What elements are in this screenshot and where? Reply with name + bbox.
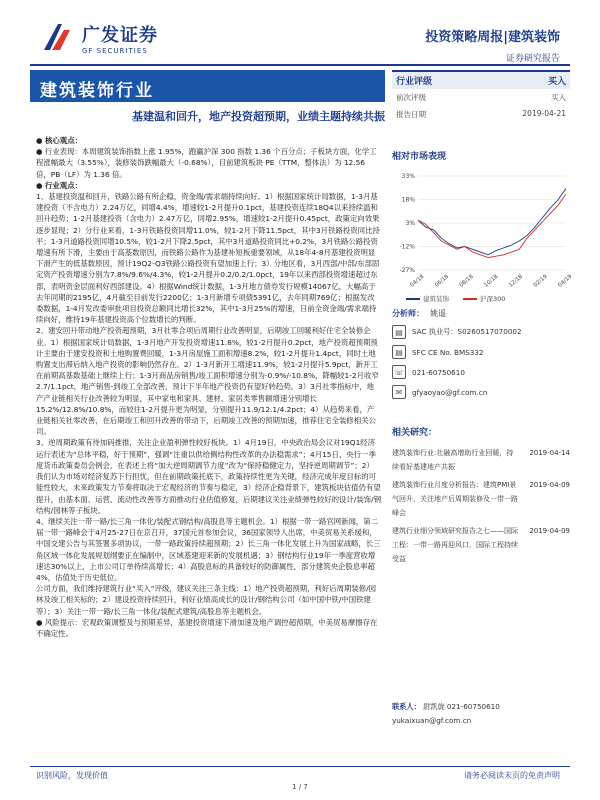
page-number: 1 / 7 <box>292 783 308 791</box>
email-row <box>392 385 570 399</box>
related-research <box>392 425 570 570</box>
relative-performance-chart <box>392 170 574 290</box>
x-tick-label: 02/19 <box>532 273 549 289</box>
legend-label-a: 建筑装饰 <box>423 295 449 303</box>
analyst-block <box>392 308 570 405</box>
body-paragraph: 公司方面，我们维持建筑行业“买入”评级，建议关注三条主线：1）地产投资超预期，利好后周期装修/园林及竣工相关标的；2）建设投资持续回升，利好业绩高成长的设计/钢结构公司（如中国中铁/中国铁建等）；3）关注一带一路/长三角一体化/装配式建筑/高股息等主题机会。 <box>36 584 377 616</box>
id-card-icon: ▤ <box>392 325 406 339</box>
chart-legend <box>406 294 570 303</box>
x-tick-label: 08/18 <box>458 273 475 289</box>
x-tick-label: 04/18 <box>409 273 426 289</box>
legend-item-b <box>463 294 505 303</box>
footer-slogan: 识别风险，发现价值 <box>36 771 108 780</box>
analyst-sac: SAC 执业号：S0260517070002 <box>412 327 522 336</box>
related-item-title[interactable]: 建筑装饰行业:社融高增助行业回暖，持续看好基建地产共振 <box>392 449 514 471</box>
legend-label-b: 沪深300 <box>480 295 506 303</box>
analyst-section-title: 分析师： <box>392 309 424 318</box>
footer-disclaimer: 请务必阅读末页的免责声明 <box>464 771 560 780</box>
logo-text-cn: 广发证券 <box>82 25 158 46</box>
page-title: 建筑装饰行业 <box>30 70 385 102</box>
logo-text-en: GF SECURITIES <box>82 47 148 55</box>
x-tick-label: 12/18 <box>508 273 525 289</box>
body-paragraph: 1、基建投资温和回升，铁路公路有所企稳，资金端/需求端持续向好。1）根据国家统计局数据，1-3月基建投资（不含电力）2.24万亿，同增4.4%，增速较1-2月提升0.1pct，基建投资连续18Q4以来持续温和回升趋势；1-2月基建投资（含电力）2.47万亿，同增2.95%，增速较1-2月提升0.45pct，政策定向效果逐步显现；2）分行业来看，1-3月铁路投资同增11.0%，较1-2月下降11.5pct，其中3月铁路投资同比持平；1-3月道路投资同增10.5%，较1-2月下降2.5pct，其中3月道路投资同比+0.2%，3月铁路公路投资增速有所下滑，主要由于高基数原因，而铁路公路作为基建补短板重要领域，从18年4-8月基建投资明显下滑产生的低基数原因，预计19Q2-Q3铁路公路投资有望加速上行；3）分地区看，3月西部/中部/东部固定资产投资增速分别为7.8%/9.6%/4.3%，较1-2月提升0.2/0.2/1.0pct，19年以来西部投资增速超过东部，表明资金层面利好西部建设。4）根据Wind统计数据，1-3月地方债券发行规模14067亿，大幅高于去年同期的2195亿，4月截至目前发行2200亿；1-3月新增专项债5391亿，去年同期769亿；根据发改委数据，1-4月发改委审批项目投资总额同比增长32%，其中1-3月25%的增速，日前全资金端/需求端持续向好，维持19年基建投资高个位数增长的判断。 <box>36 192 380 325</box>
legend-item-a <box>406 294 449 303</box>
body-paragraph: 4、继续关注一带一路/长三角一体化/装配式钢结构/高股息等主题机会。1）根据一带一路官网新闻，第二届一带一路峰会于4月25-27日在京召开，37国元首参加会议，36国家领导人出席，中美贸易关系缓和，中国交建公告与其签署多项协议，一带一路政策持续超预期；2）长三角一体化发展上升为国家战略，长三角区域一体化发展规划纲要正在编制中，区域基建迎来新的发展机遇；3）钢结构行业19年一季度营收增速达30%以上，上市公司订单持续高增长；4）高股息标的具备较好的防御属性，部分建筑央企股息率超4%，估值处于历史低位。 <box>36 516 381 582</box>
report-date-row <box>392 106 570 123</box>
related-item[interactable] <box>392 446 570 474</box>
body-paragraph: ● 行业表现：本周建筑装饰指数上涨 1.95%，跑赢沪深 300 指数 1.36 个百分点；子板块方面，化学工程涨幅最大（3.55%），装修装饰跌幅最大（-0.68%），目前建筑板块 PE（TTM，整体法）为 12.56 倍，PB（LF）为 1.36 倍。 <box>36 147 377 179</box>
report-subtype: 证券研究报告 <box>505 54 560 64</box>
report-header <box>0 0 600 72</box>
report-date-value: 2019-04-21 <box>522 109 566 118</box>
related-item-date: 2019-04-14 <box>529 449 570 457</box>
report-body <box>36 135 381 639</box>
related-item-title[interactable]: 建筑装饰行业月度分析报告：建筑PMI景气回升，关注地产后周期装修及一带一路峰会 <box>392 481 518 517</box>
chart-svg <box>392 170 574 290</box>
body-paragraph: ● 行业观点： <box>36 180 82 190</box>
rating-header <box>392 70 570 89</box>
sfc-row <box>392 345 570 359</box>
y-tick-label: 3% <box>405 220 415 227</box>
analyst-name-row <box>392 308 570 319</box>
id-card-icon: ▤ <box>392 345 406 359</box>
prev-rating-label: 前次评级 <box>396 93 426 102</box>
body-paragraph: ● 风险提示：宏观政策调整及与预期差异，基建投资增速下滑加速及地产调控超预期，中美贸易摩擦存在不确定性。 <box>36 617 378 638</box>
x-tick-label: 04/19 <box>557 273 574 289</box>
y-tick-label: 33% <box>401 173 415 180</box>
phone-row <box>392 365 570 379</box>
contact-label: 联系人： <box>392 702 421 711</box>
related-item-date: 2019-04-09 <box>529 481 570 489</box>
sac-row <box>392 325 570 339</box>
footer-divider <box>30 766 570 767</box>
analyst-name: 姚遥 <box>430 309 446 318</box>
contact-row <box>392 700 570 714</box>
related-section-title: 相关研究： <box>392 428 438 438</box>
market-section-title: 相对市场表现 <box>392 152 447 162</box>
body-paragraph: ● 核心观点： <box>36 136 82 145</box>
x-tick-label: 10/18 <box>483 273 500 289</box>
email-icon: ✉ <box>392 385 406 399</box>
related-item[interactable] <box>392 478 570 520</box>
analyst-sfc: SFC CE No. BMS332 <box>412 347 484 357</box>
company-logo <box>40 20 158 56</box>
contact-name-phone: 尉凯旋 021-60750610 <box>423 702 500 711</box>
sidebar <box>392 70 574 303</box>
page-subtitle: 基建温和回升，地产投资超预期，业绩主题持续共振 <box>132 110 385 123</box>
analyst-phone: 021-60750610 <box>412 367 465 377</box>
series-line-construction <box>418 188 566 254</box>
prev-rating-row <box>392 89 570 106</box>
related-item[interactable] <box>392 524 570 566</box>
phone-icon: ☏ <box>392 365 406 379</box>
contact-block <box>392 700 570 728</box>
y-tick-label: -27% <box>399 267 415 274</box>
report-type-block <box>425 26 560 64</box>
rating-label: 行业评级 <box>396 77 433 87</box>
report-date-label: 报告日期 <box>396 110 426 119</box>
contact-email[interactable]: yukaixuan@gf.com.cn <box>392 716 472 725</box>
body-paragraph: 2、建安回升带动地产投资超预期，3月社零合项后周期行业改善明显，后期竣工回暖利好住宅全装修企业。1）根据国家统计局数据，1-3月地产开发投资增速11.8%，较1-2月提升0.2pct，地产投资超预期预计主要由于建安投资和土地购置费回暖，1-3月房屋施工面积增速8.2%，较1-2月提升1.4pct，同时土地购置支出滞后纳入地产投资的影响仍然存在。2）1-3月新开工增速11.9%，较1-2月提升5.9pct，新开工在前期高基数基础上继续上行；1-3月商品房销售/竣工面积增速分别为-0.9%/-10.8%，降幅较1-2月收窄2.7/1.1pct，地产销售-到竣工全部改善，预计下半年地产投资仍有望好转趋势。3）3月社零指标中，地产产业链相关行业改善较为明显，其中家电和家具、建材、家居类零售额增速分别增长15.2%/12.8%/10.8%，而较往1-2月提升更为明显，分别提升11.9/12.1/4.2pct；4）从趋势来看，产业链相关社零改善，在后期竣工和回升改善的带动下，后期竣工改善的预期加速，推荐住宅全装修相关公司。 <box>36 326 379 437</box>
related-item-title[interactable]: 建筑行业细分领域研究报告之七——国际工程：一带一路再迎风口，国际工程持续受益 <box>392 527 518 563</box>
y-tick-label: -12% <box>399 243 415 251</box>
header-divider <box>30 64 570 66</box>
rating-value: 买入 <box>547 77 566 87</box>
series-line-hs300 <box>418 194 566 258</box>
gf-logo-icon <box>40 20 76 56</box>
related-item-date: 2019-04-09 <box>529 527 570 535</box>
y-tick-label: 18% <box>401 196 415 204</box>
prev-rating-value: 买入 <box>551 93 566 102</box>
report-type: 投资策略周报|建筑装饰 <box>425 30 560 45</box>
body-paragraph: 3、逆周期政策有待加码推推，关注企业盈利弹性较好板块。1）4月19日，中央政治局会议对19Q1经济运行表述为“总体平稳，好于预期”，强调“注重以供给侧结构性改革的办法稳需求”；4月15日，央行一季度货币政策委员会例会，在表述上将“加大逆周期调节力度”改为“保持稳健定力，坚持逆周期调节”；2）我们认为市场对经济复苏下行担忧，但在前期政策托底下，政策持续性更为关键，经济完成年度目标的可能性较大，未来政策发力节奏将取决于宏观经济的节奏与稳定，3）经济企稳背景下，建筑板块估值仍有望提升，由基本面、运营、流动性改善等方面推动行业估值修复，后期建议关注业绩弹性较好的设计/装饰/钢结构/园林等子板块。 <box>36 438 381 515</box>
analyst-email[interactable]: gfyaoyao@gf.com.cn <box>412 387 488 397</box>
x-tick-label: 06/18 <box>434 273 451 289</box>
